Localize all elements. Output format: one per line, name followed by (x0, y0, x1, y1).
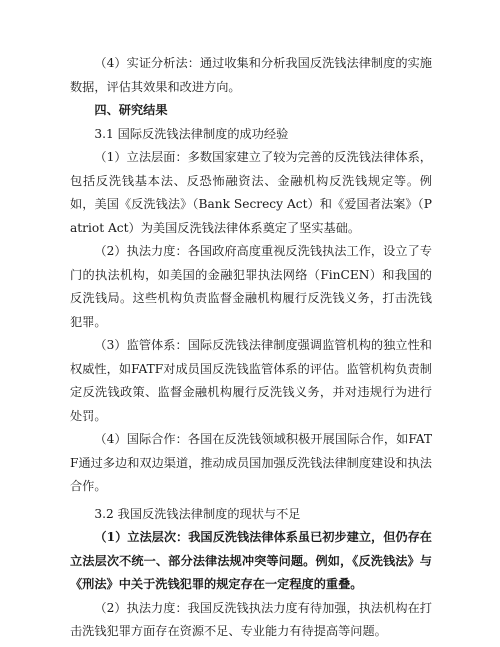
subsection-heading-china-status: 3.2 我国反洗钱法律制度的现状与不足 (94, 506, 301, 521)
paragraph-legislation-level: （1）立法层面：多数国家建立了较为完善的反洗钱法律体系，包括反洗钱基本法、反恐怖融资法、金融机构反洗钱规定等。例如，美国《反洗钱法》（Bank Secrecy Act）和《爱国者法案》（Patriot Act）为美国反洗钱法律体系奠定了坚实基础。 (70, 150, 432, 235)
section-heading-research-results: 四、研究结果 (94, 103, 168, 117)
document-body (70, 52, 432, 644)
paragraph-legislative-hierarchy: （1）立法层次：我国反洗钱法律体系虽已初步建立，但仍存在立法层次不统一、部分法律法规冲突等问题。例如，《反洗钱法》与《刑法》中关于洗钱犯罪的规定存在一定程度的重叠。 (70, 530, 432, 591)
paragraph-international-cooperation: （4）国际合作：各国在反洗钱领域积极开展国际合作，如FATF通过多边和双边渠道，推动成员国加强反洗钱法律制度建设和执法合作。 (70, 432, 432, 493)
paragraph-china-enforcement: （2）执法力度：我国反洗钱执法力度有待加强，执法机构在打击洗钱犯罪方面存在资源不足、专业能力有待提高等问题。 (70, 600, 432, 638)
subsection-heading-international-experience: 3.1 国际反洗钱法律制度的成功经验 (94, 126, 289, 141)
paragraph-empirical-analysis: （4）实证分析法：通过收集和分析我国反洗钱法律制度的实施数据，评估其效果和改进方向。 (70, 56, 432, 94)
paragraph-enforcement: （2）执法力度：各国政府高度重视反洗钱执法工作，设立了专门的执法机构，如美国的金融犯罪执法网络（FinCEN）和我国的反洗钱局。这些机构负责监督金融机构履行反洗钱义务，打击洗钱犯罪。 (70, 244, 432, 329)
paragraph-regulatory-system: （3）监管体系：国际反洗钱法律制度强调监管机构的独立性和权威性，如FATF对成员国反洗钱监管体系的评估。监管机构负责制定反洗钱政策、监督金融机构履行反洗钱义务，并对违规行为进行处罚。 (70, 338, 432, 423)
